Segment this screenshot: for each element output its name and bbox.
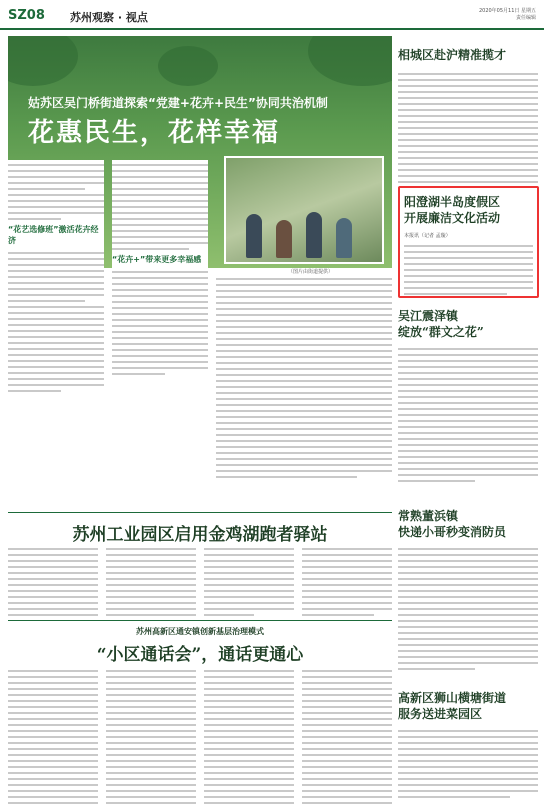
article3-body bbox=[8, 670, 392, 804]
article3-title: “小区通话会”，通话更通心 bbox=[96, 645, 304, 665]
right-column bbox=[398, 36, 538, 193]
page-number: SZ08 bbox=[8, 8, 45, 23]
highlight-body bbox=[404, 245, 533, 299]
article1-text-col1 bbox=[8, 160, 104, 396]
highlighted-article[interactable] bbox=[398, 186, 539, 298]
person-figure bbox=[246, 214, 262, 258]
right-article3-title-1: 吴江震泽镇 bbox=[398, 309, 459, 323]
right-article4-body bbox=[398, 548, 538, 674]
right-article1-body bbox=[398, 73, 538, 193]
right-article3-title-2: 绽放“群文之花” bbox=[398, 325, 484, 339]
right-article5-title-2: 服务送进菜园区 bbox=[398, 707, 483, 721]
article3-kicker: 苏州高新区通安镇创新基层治理模式 bbox=[136, 627, 264, 636]
right-article4-title-2: 快递小哥秒变消防员 bbox=[398, 525, 507, 539]
hero-kicker: 姑苏区吴门桥街道探索“党建+花卉+民生”协同共治机制 bbox=[28, 96, 328, 110]
divider bbox=[8, 620, 392, 621]
subhead-1: “花艺选修班”激活花卉经济 bbox=[8, 225, 99, 245]
date-text: 2020年05月11日 星期五 bbox=[478, 8, 536, 14]
person-figure bbox=[336, 218, 352, 258]
right-article5-body bbox=[398, 730, 538, 802]
right-article5 bbox=[398, 690, 538, 802]
right-article3-body bbox=[398, 348, 538, 486]
divider bbox=[8, 512, 392, 513]
hero-photo bbox=[224, 156, 384, 264]
article1-text-col2 bbox=[112, 160, 208, 379]
hero-title: 花惠民生，花样幸福 bbox=[28, 118, 281, 148]
date-line bbox=[416, 8, 536, 22]
right-article5-title-1: 高新区狮山横塘街道 bbox=[398, 691, 507, 705]
right-article3 bbox=[398, 308, 538, 486]
highlight-title-line1: 阳澄湖半岛度假区 bbox=[404, 195, 501, 209]
right-article4-title-1: 常熟董浜镇 bbox=[398, 509, 459, 523]
article2-body bbox=[8, 548, 392, 620]
highlight-title-line2: 开展廉洁文化活动 bbox=[404, 211, 501, 225]
right-article4 bbox=[398, 508, 538, 674]
leaf-decoration bbox=[308, 36, 392, 86]
article2-title: 苏州工业园区启用金鸡湖跑者驿站 bbox=[72, 525, 328, 545]
person-figure bbox=[306, 212, 322, 258]
section-name: 苏州观察 · 视点 bbox=[70, 11, 148, 24]
article1-text-col3 bbox=[216, 278, 392, 482]
photo-caption: （图片由街道提供） bbox=[288, 269, 334, 275]
page-header bbox=[0, 0, 544, 30]
leaf-decoration bbox=[158, 46, 218, 86]
highlight-author: 本报讯（记者 孟璇） bbox=[404, 233, 451, 239]
right-article1-title: 相城区赴沪精准揽才 bbox=[398, 48, 507, 62]
leaf-decoration bbox=[8, 36, 78, 86]
person-figure bbox=[276, 220, 292, 258]
subhead-2: “花卉+”带来更多幸福感 bbox=[112, 255, 202, 264]
editor-text: 责任编辑 bbox=[515, 15, 536, 21]
